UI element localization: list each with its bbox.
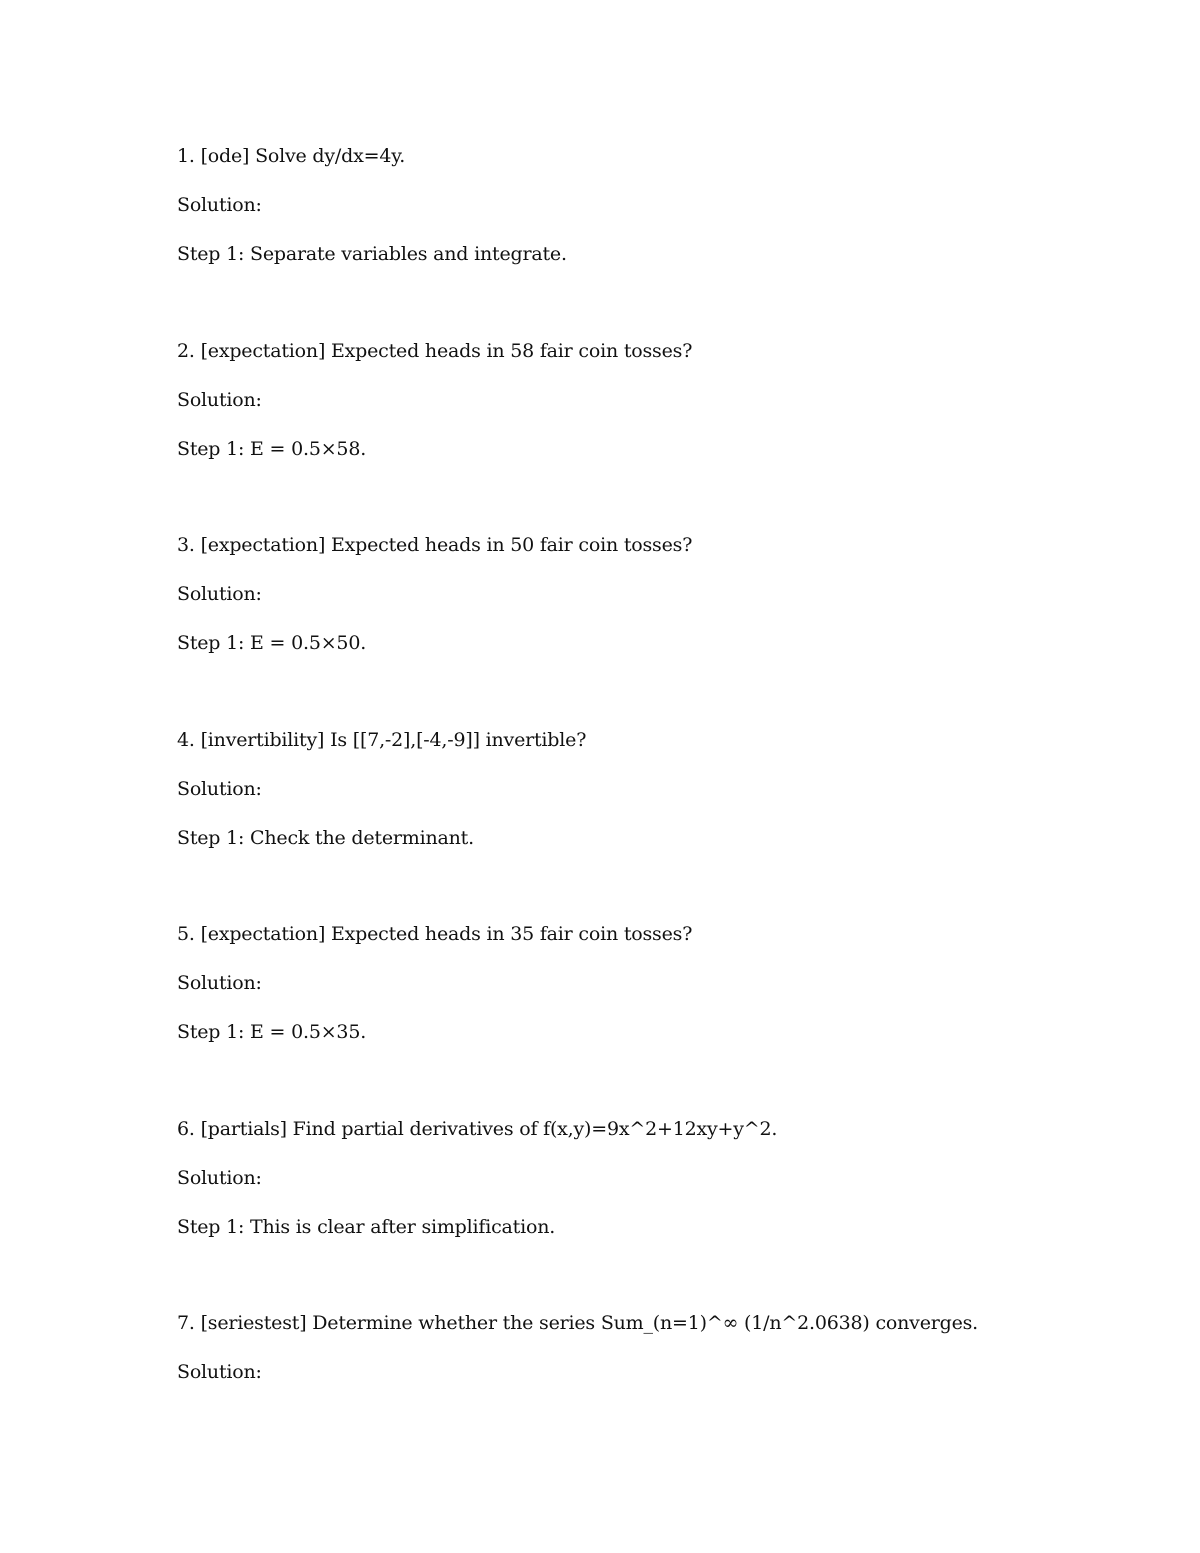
problem-question: 6. [partials] Find partial derivatives of f(x,y)=9x^2+12xy+y^2. bbox=[177, 1118, 778, 1140]
solution-label: Solution: bbox=[177, 778, 262, 800]
solution-step: Step 1: E = 0.5×50. bbox=[177, 632, 367, 654]
solution-step: Step 1: This is clear after simplification. bbox=[177, 1216, 556, 1238]
solution-label: Solution: bbox=[177, 1361, 262, 1383]
problem-question: 1. [ode] Solve dy/dx=4y. bbox=[177, 145, 406, 167]
problem-question: 3. [expectation] Expected heads in 50 fair coin tosses? bbox=[177, 534, 693, 556]
solution-step: Step 1: E = 0.5×35. bbox=[177, 1021, 367, 1043]
solution-label: Solution: bbox=[177, 1167, 262, 1189]
problem-question: 2. [expectation] Expected heads in 58 fair coin tosses? bbox=[177, 340, 693, 362]
solution-step: Step 1: E = 0.5×58. bbox=[177, 438, 367, 460]
solution-label: Solution: bbox=[177, 389, 262, 411]
solution-label: Solution: bbox=[177, 972, 262, 994]
problem-question: 7. [seriestest] Determine whether the series Sum_(n=1)^∞ (1/n^2.0638) converges. bbox=[177, 1312, 979, 1334]
solution-step: Step 1: Check the determinant. bbox=[177, 827, 474, 849]
solution-step: Step 1: Separate variables and integrate. bbox=[177, 243, 567, 265]
solution-label: Solution: bbox=[177, 583, 262, 605]
problem-question: 5. [expectation] Expected heads in 35 fair coin tosses? bbox=[177, 923, 693, 945]
problem-question: 4. [invertibility] Is [[7,-2],[-4,-9]] invertible? bbox=[177, 729, 587, 751]
solution-label: Solution: bbox=[177, 194, 262, 216]
